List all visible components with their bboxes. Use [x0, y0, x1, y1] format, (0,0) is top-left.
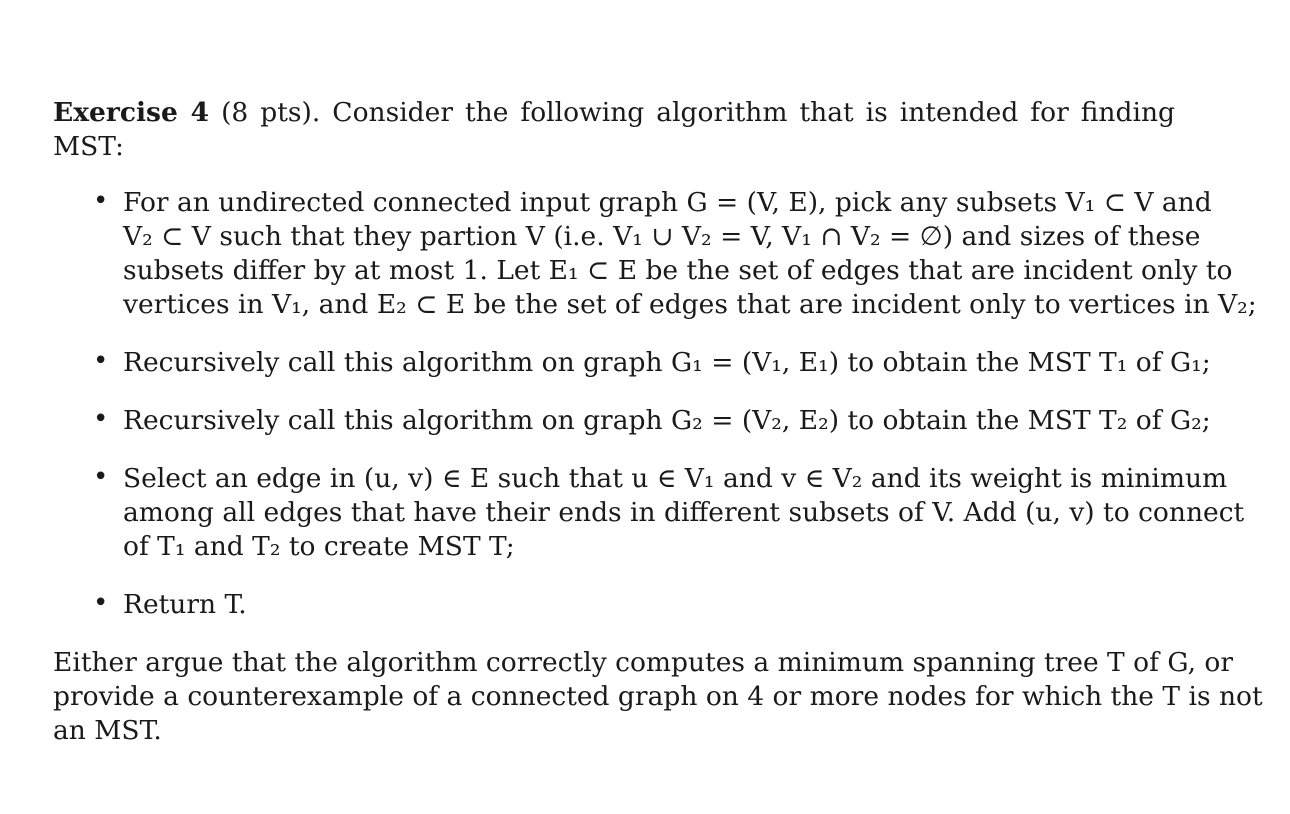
step-line: of T₁ and T₂ to create MST T;: [123, 531, 515, 562]
list-item: [53, 346, 1211, 380]
list-item: [53, 588, 1175, 622]
exercise-label: Exercise 4: [53, 97, 210, 128]
bullet-icon: •: [93, 346, 109, 376]
step-line: among all edges that have their ends in different subsets of V. Add (u, v) to connect: [123, 497, 1245, 528]
step-line: vertices in V₁, and E₂ ⊂ E be the set of edges that are incident only to vertices in V₂;: [123, 289, 1257, 320]
bullet-icon: •: [93, 588, 109, 618]
step-text: [123, 462, 1245, 564]
list-item: [53, 404, 1211, 438]
algorithm-steps-list: [53, 186, 1257, 622]
step-text: [123, 404, 1211, 438]
exercise-header: [53, 96, 1175, 164]
exercise-points: (8 pts).: [221, 97, 321, 128]
step-text: [123, 186, 1257, 322]
step-line: Recursively call this algorithm on graph G₁ = (V₁, E₁) to obtain the MST T₁ of G₁;: [123, 347, 1211, 378]
step-text: [123, 588, 1175, 622]
list-item: [53, 186, 1257, 322]
step-line: V₂ ⊂ V such that they partion V (i.e. V₁ ∪ V₂ = V, V₁ ∩ V₂ = ∅) and sizes of these: [123, 221, 1201, 252]
bullet-icon: •: [93, 186, 109, 216]
step-line: Select an edge in (u, v) ∈ E such that u ∈ V₁ and v ∈ V₂ and its weight is minimum: [123, 463, 1228, 494]
conclusion-line: an MST.: [53, 715, 162, 746]
step-line: Return T.: [123, 589, 247, 620]
exercise-document: [53, 96, 1263, 748]
step-line: Recursively call this algorithm on graph G₂ = (V₂, E₂) to obtain the MST T₂ of G₂;: [123, 405, 1211, 436]
bullet-icon: •: [93, 462, 109, 492]
bullet-icon: •: [93, 404, 109, 434]
step-text: [123, 346, 1211, 380]
step-line: subsets differ by at most 1. Let E₁ ⊂ E be the set of edges that are incident only to: [123, 255, 1233, 286]
conclusion-line: Either argue that the algorithm correctly computes a minimum spanning tree T of G, or: [53, 647, 1234, 678]
step-line: For an undirected connected input graph G = (V, E), pick any subsets V₁ ⊂ V and: [123, 187, 1212, 218]
conclusion-line: provide a counterexample of a connected graph on 4 or more nodes for which the T is not: [53, 681, 1263, 712]
list-item: [53, 462, 1245, 564]
conclusion-paragraph: [53, 646, 1263, 748]
exercise-intro: Consider the following algorithm that is intended for finding MST:: [53, 97, 1175, 162]
